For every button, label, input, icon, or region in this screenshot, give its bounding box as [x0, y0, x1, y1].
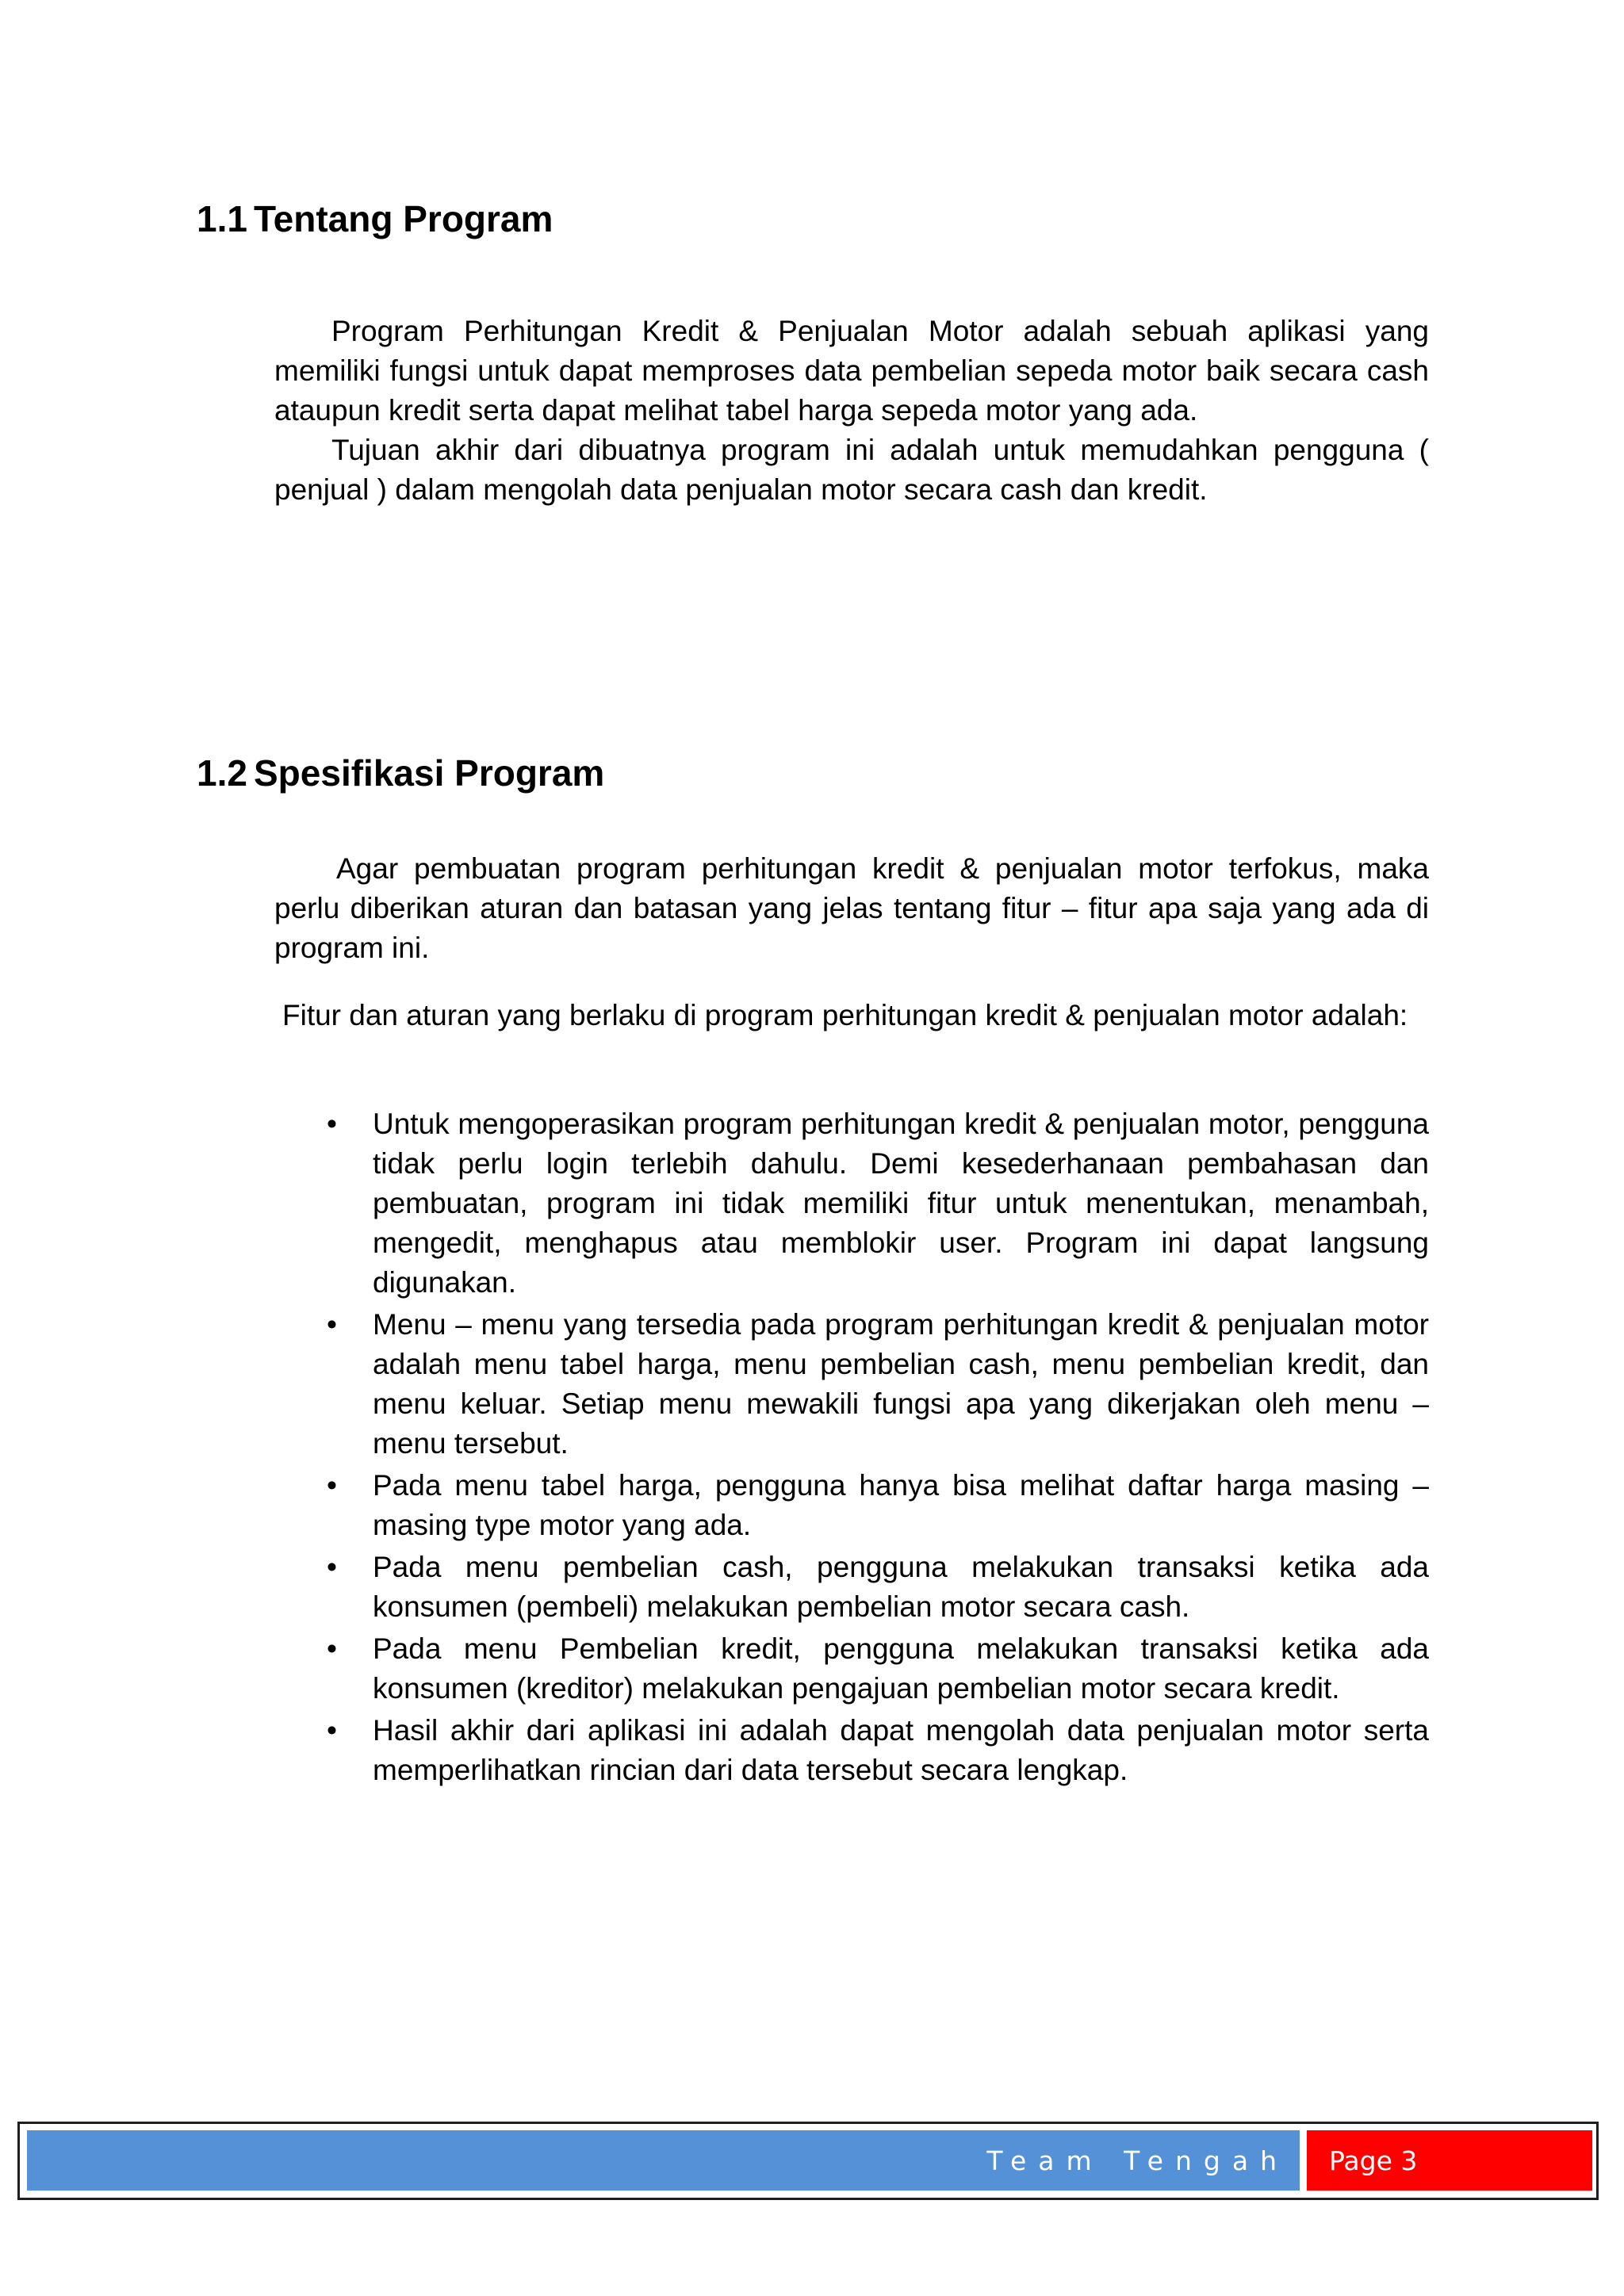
- spec-paragraph-2-text: Fitur dan aturan yang berlaku di program perhitungan kredit & penjualan motor adalah:: [282, 999, 1408, 1031]
- spec-paragraph-1-text: Agar pembuatan program perhitungan kredit & penjualan motor terfokus, maka perlu diberikan aturan dan batasan yang jelas tentang fitur – fitur apa saja yang ada di program ini.: [274, 852, 1429, 964]
- list-item-text: Pada menu tabel harga, pengguna hanya bisa melihat daftar harga masing – masing type motor yang ada.: [373, 1469, 1429, 1541]
- bullet-icon: •: [327, 1632, 337, 1665]
- list-item: [274, 1305, 1429, 1464]
- bullet-icon: •: [327, 1469, 337, 1502]
- list-item-text: Hasil akhir dari aplikasi ini adalah dapat mengolah data penjualan motor serta memperlihatkan rincian dari data tersebut secara lengkap.: [373, 1714, 1429, 1786]
- about-paragraph-1: [274, 312, 1429, 430]
- about-paragraph-1-text: Program Perhitungan Kredit & Penjualan Motor adalah sebuah aplikasi yang memiliki fungsi untuk dapat memproses data pembelian sepeda motor baik secara cash ataupun kredit serta dapat melihat tabel harga sepeda motor yang ada.: [274, 315, 1429, 427]
- list-item-text: Untuk mengoperasikan program perhitungan kredit & penjualan motor, pengguna tidak perlu login terlebih dahulu. Demi kesederhanaan pembahasan dan pembuatan, program ini tidak memiliki fitur untuk menentukan, menambah, mengedit, menghapus atau memblokir user. Program ini dapat langsung digunakan.: [373, 1108, 1429, 1299]
- list-item-text: Pada menu Pembelian kredit, pengguna melakukan transaksi ketika ada konsumen (kreditor) melakukan pengajuan pembelian motor secara kredit.: [373, 1632, 1429, 1705]
- bullet-icon: •: [327, 1308, 337, 1341]
- footer-team-label: Team Tengah: [27, 2130, 1300, 2191]
- bullet-icon: •: [327, 1551, 337, 1583]
- spec-paragraph-2: [274, 996, 1429, 1035]
- section-heading-1-2: [197, 749, 604, 797]
- section-heading-1-1: [197, 195, 553, 243]
- page-number: Page 3: [1307, 2130, 1592, 2191]
- section-title: Tentang Program: [254, 198, 553, 239]
- section-title: Spesifikasi Program: [254, 752, 605, 794]
- bullet-icon: •: [327, 1108, 337, 1140]
- list-item: [274, 1629, 1429, 1709]
- section-number: 1.1: [197, 198, 247, 239]
- list-item-text: Menu – menu yang tersedia pada program perhitungan kredit & penjualan motor adalah menu tabel harga, menu pembelian cash, menu pembelian kredit, dan menu keluar. Setiap menu mewakili fungsi apa yang dikerjakan oleh menu – menu tersebut.: [373, 1308, 1429, 1460]
- spec-paragraph-1: [274, 849, 1429, 968]
- list-item-text: Pada menu pembelian cash, pengguna melakukan transaksi ketika ada konsumen (pembeli) melakukan pembelian motor secara cash.: [373, 1551, 1429, 1623]
- bullet-icon: •: [327, 1714, 337, 1747]
- list-item: [274, 1711, 1429, 1790]
- about-paragraph-2: [274, 430, 1429, 510]
- list-item: [274, 1466, 1429, 1545]
- list-item: [274, 1548, 1429, 1627]
- list-item: [274, 1104, 1429, 1303]
- section-number: 1.2: [197, 752, 247, 794]
- feature-list: [274, 1104, 1429, 1793]
- about-paragraph-2-text: Tujuan akhir dari dibuatnya program ini adalah untuk memudahkan pengguna ( penjual ) dalam mengolah data penjualan motor secara cash dan kredit.: [274, 434, 1429, 506]
